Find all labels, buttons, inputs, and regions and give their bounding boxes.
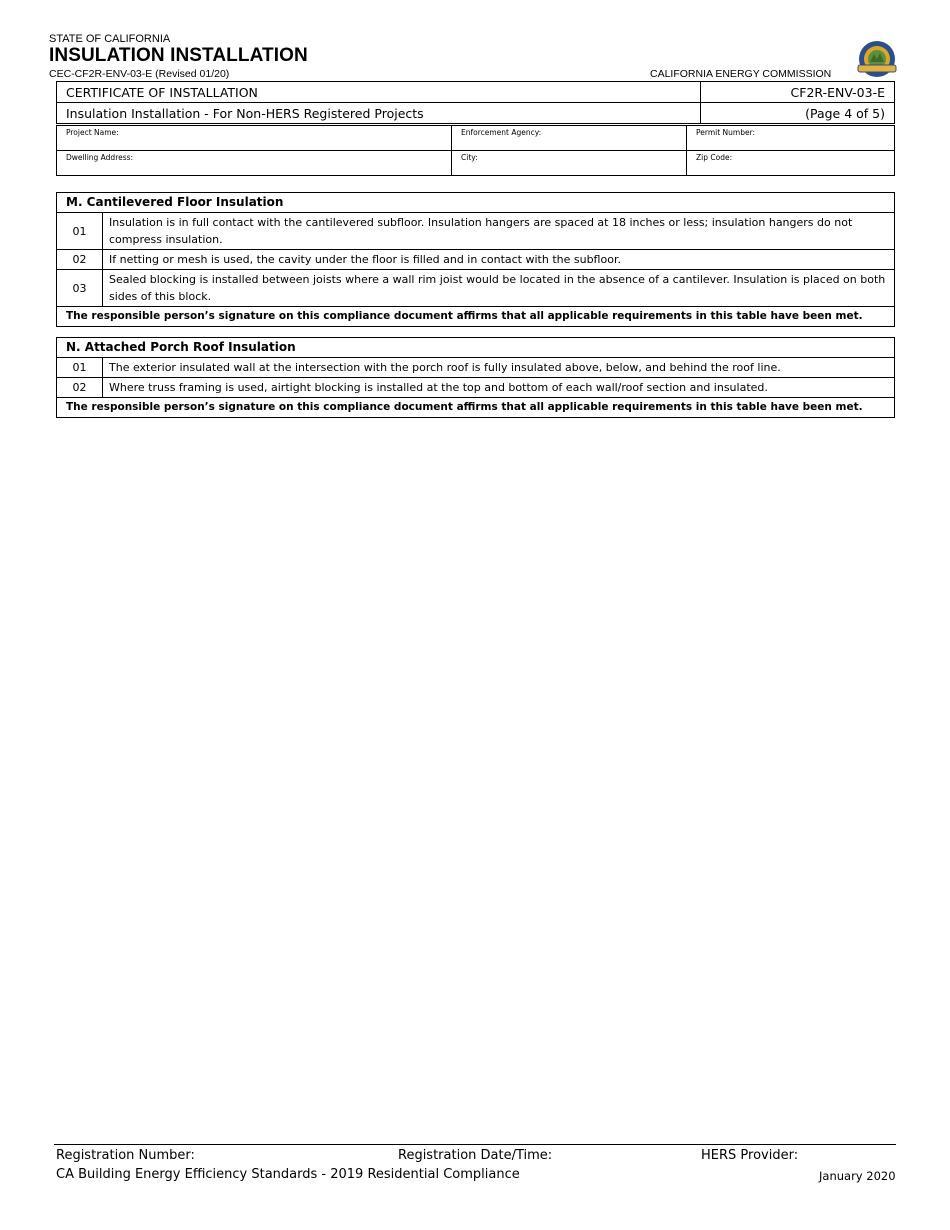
project-info-table — [56, 125, 895, 176]
hers-provider-label: HERS Provider: — [701, 1148, 799, 1163]
certificate-label: CERTIFICATE OF INSTALLATION — [57, 82, 701, 103]
standards-label: CA Building Energy Efficiency Standards - 2019 Residential Compliance — [56, 1167, 520, 1182]
row-text: If netting or mesh is used, the cavity under the floor is filled and in contact with the subfloor. — [103, 250, 895, 270]
table-row — [57, 250, 895, 270]
zip-code-field: Zip Code: — [687, 151, 895, 176]
form-id: CEC-CF2R-ENV-03-E (Revised 01/20) — [49, 68, 230, 80]
section-n-table — [56, 337, 895, 418]
row-number: 03 — [57, 270, 103, 307]
table-row — [57, 270, 895, 307]
permit-number-field: Permit Number: — [687, 126, 895, 151]
table-row — [57, 358, 895, 378]
enforcement-agency-field: Enforcement Agency: — [452, 126, 687, 151]
row-text: Sealed blocking is installed between joists where a wall rim joist would be located in the absence of a cantilever. Insulation is placed on both sides of this block. — [103, 270, 895, 307]
footer-date: January 2020 — [819, 1169, 896, 1183]
row-number: 01 — [57, 213, 103, 250]
state-label: STATE OF CALIFORNIA — [49, 33, 171, 45]
certificate-header — [56, 81, 895, 124]
commission-label: CALIFORNIA ENERGY COMMISSION — [650, 68, 832, 80]
section-n-footer: The responsible person’s signature on this compliance document affirms that all applicable requirements in this table have been met. — [57, 398, 895, 418]
energy-commission-seal-icon — [853, 39, 901, 79]
dwelling-address-field: Dwelling Address: — [57, 151, 452, 176]
table-row — [57, 378, 895, 398]
form-title: INSULATION INSTALLATION — [49, 45, 308, 66]
form-code: CF2R-ENV-03-E — [701, 82, 895, 103]
row-number: 02 — [57, 250, 103, 270]
table-row — [57, 213, 895, 250]
section-n-title: N. Attached Porch Roof Insulation — [57, 338, 895, 358]
section-m-title: M. Cantilevered Floor Insulation — [57, 193, 895, 213]
row-text: Insulation is in full contact with the cantilevered subfloor. Insulation hangers are spaced at 18 inches or less; insulation hangers do not compress insulation. — [103, 213, 895, 250]
row-number: 02 — [57, 378, 103, 398]
section-m-footer: The responsible person’s signature on this compliance document affirms that all applicable requirements in this table have been met. — [57, 307, 895, 327]
row-text: The exterior insulated wall at the intersection with the porch roof is fully insulated above, below, and behind the roof line. — [103, 358, 895, 378]
section-m-table — [56, 192, 895, 327]
registration-date-label: Registration Date/Time: — [398, 1148, 553, 1163]
page-number: (Page 4 of 5) — [701, 103, 895, 124]
row-number: 01 — [57, 358, 103, 378]
project-name-field: Project Name: — [57, 126, 452, 151]
footer-divider — [54, 1144, 896, 1145]
registration-number-label: Registration Number: — [56, 1148, 195, 1163]
row-text: Where truss framing is used, airtight blocking is installed at the top and bottom of each wall/roof section and insulated. — [103, 378, 895, 398]
certificate-subtitle: Insulation Installation - For Non-HERS Registered Projects — [57, 103, 701, 124]
city-field: City: — [452, 151, 687, 176]
